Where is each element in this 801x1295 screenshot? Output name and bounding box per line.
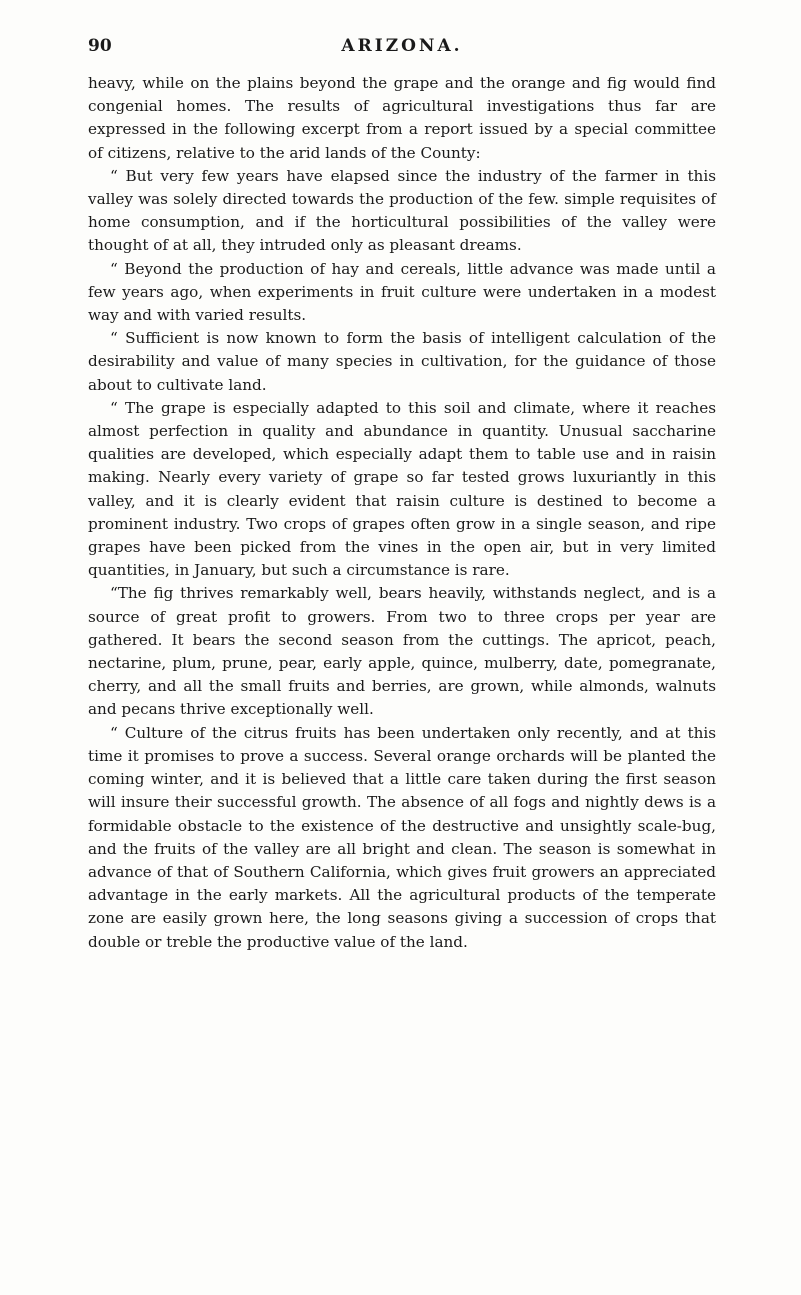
paragraph-hay-cereals: “ Beyond the production of hay and cereals, little advance was made until a few years ago, when experiments in fruit culture were undertaken in a modest way and with varied results.: [88, 259, 716, 325]
paragraph-sufficient-known: “ Sufficient is now known to form the basis of intelligent calculation of the desirability and value of many species in cultivation, for the guidance of those about to cultivate land.: [88, 329, 716, 394]
paragraph-quote-intro: “ But very few years have elapsed since the industry of the farmer in this valley was solely directed towards the production of the few. simple requisites of home consumption, and if the horticultural possibilities of the valley were thought of at all, they intruded only as pleasant dreams.: [88, 166, 716, 255]
paragraph-continuation: heavy, while on the plains beyond the grape and the orange and fig would find congenial homes. The results of agricultural investigations thus far are expressed in the following excerpt from a report issued by a special committee of citizens, relative to the arid lands of the County:: [88, 74, 716, 162]
running-head: [88, 36, 716, 62]
body-text: [88, 72, 716, 954]
paragraph-grape: “ The grape is especially adapted to this soil and climate, where it reaches almost perfection in quality and abundance in quantity. Unusual saccharine qualities are developed, which especially adapt them to table use and in raisin making. Nearly every variety of grape so far tested grows luxuriantly in this valley, and it is clearly evident that raisin culture is destined to become a prominent industry. Two crops of grapes often grow in a single season, and ripe grapes have been picked from the vines in the open air, but in very limited quantities, in January, but such a circumstance is rare.: [88, 398, 716, 580]
page-number: 90: [88, 36, 112, 56]
paragraph-fig: “The fig thrives remarkably well, bears heavily, withstands neglect, and is a source of great profit to growers. From two to three crops per year are gathered. It bears the second season from the cuttings. The apricot, peach, nectarine, plum, prune, pear, early apple, quince, mulberry, date, pomegranate, cherry, and all the small fruits and berries, are grown, while almonds, walnuts and pecans thrive exceptionally well.: [88, 584, 716, 719]
running-title: ARIZONA.: [341, 36, 463, 56]
paragraph-citrus: “ Culture of the citrus fruits has been undertaken only recently, and at this time it promises to prove a success. Several orange orchards will be planted the coming winter, and it is believed that a little care taken during the first season will insure their successful growth. The absence of all fogs and nightly dews is a formidable obstacle to the existence of the destructive and unsightly scale-bug, and the fruits of the valley are all bright and clean. The season is somewhat in advance of that of Southern California, which gives fruit growers an appreciated advantage in the early markets. All the agricultural products of the temperate zone are easily grown here, the long seasons giving a succession of crops that double or treble the productive value of the land.: [88, 723, 716, 951]
